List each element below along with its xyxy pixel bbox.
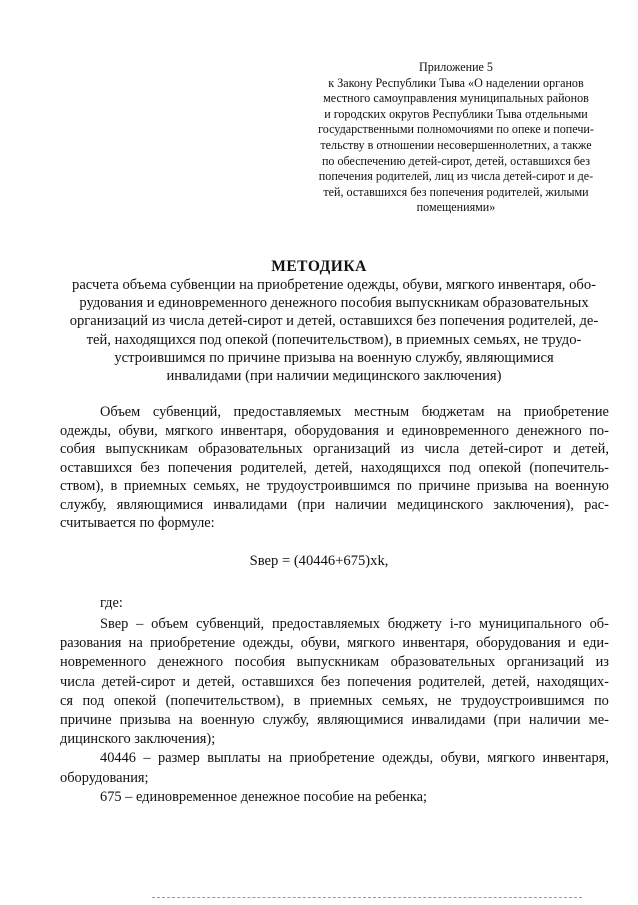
word: призыва (119, 712, 171, 729)
word: трудоустроившимся (460, 692, 585, 709)
text-line (60, 749, 609, 768)
word: оборудования (476, 635, 561, 652)
word: рас- (584, 496, 609, 513)
word: инвалидами (411, 712, 486, 729)
word: и (182, 673, 191, 690)
word: из (595, 654, 609, 671)
annex-line: к Закону Республики Тыва «О наделении органов (328, 75, 584, 90)
word: ством), (60, 478, 104, 494)
word: причине (418, 478, 471, 494)
text-line (60, 711, 609, 730)
annex-line: тей, оставшихся без попечения родителей, жилыми (323, 184, 589, 199)
word: мягкого (347, 635, 396, 652)
body-paragraph (60, 403, 609, 533)
word: – (143, 750, 151, 767)
word: оборудования (294, 422, 379, 439)
word: единовременного (401, 422, 509, 439)
justified-words (60, 496, 609, 515)
word: попечения (347, 673, 412, 690)
word: ся (60, 692, 74, 709)
word: организаций (313, 441, 391, 457)
text-line (60, 440, 609, 459)
word: детей, (197, 673, 235, 690)
word: инвалидами (213, 496, 288, 513)
annex-line: и городских округов Республики Тыва отдельными (324, 106, 588, 121)
word: – (136, 616, 144, 632)
word: попечения (167, 459, 233, 476)
document-title: МЕТОДИКА (271, 258, 367, 275)
word: (при (493, 712, 521, 729)
word: из (400, 441, 415, 457)
word: на (534, 478, 549, 494)
text-line: считывается по формуле: (60, 515, 215, 531)
word: заключения), (493, 496, 574, 513)
justified-words (60, 477, 609, 496)
word: образовательных (198, 441, 303, 457)
justified-words (100, 749, 609, 768)
word: числа (424, 441, 460, 457)
word: обуви, (300, 635, 341, 652)
word: (попечительством), (165, 692, 285, 709)
text-line (60, 496, 609, 515)
word: детей, (571, 441, 609, 457)
justified-words (60, 673, 609, 692)
word: призыва (476, 478, 528, 494)
text-line (60, 673, 609, 692)
subtitle-line: рудования и единовременного денежного пособия выпускникам образовательных (79, 295, 589, 312)
word: в (110, 478, 118, 494)
word: денежного (157, 654, 224, 671)
word: являющимися (116, 496, 204, 513)
word: денежного (516, 422, 582, 439)
word: службу, (60, 496, 107, 513)
word: военную (555, 478, 609, 494)
word: на (178, 712, 193, 729)
word: медицинского (397, 496, 484, 513)
annex-line: попечения родителей, лиц из числа детей-сирот и де- (318, 169, 594, 184)
word: без (320, 673, 341, 690)
justified-words (60, 711, 609, 730)
word: оставшихся (60, 459, 133, 476)
word: причине (60, 712, 112, 729)
word: находящих- (536, 673, 609, 690)
word: пособия (234, 654, 286, 671)
word: родителей, (240, 459, 307, 476)
word: под (448, 459, 471, 476)
word: предоставляемых (233, 404, 342, 420)
word: приемных (123, 478, 187, 494)
text-line: дицинского заключения); (60, 731, 216, 748)
word: по (593, 692, 609, 709)
word: детей, (314, 459, 353, 476)
word: выплаты (207, 750, 261, 767)
subtitle-line: тей, находящихся под опекой (попечительством), в приемных семьях, не трудо- (86, 331, 582, 348)
word: собия (60, 441, 96, 457)
annex-header (306, 60, 606, 216)
word: находящихся (360, 459, 441, 476)
word: обуви, (440, 750, 480, 767)
text-line (60, 634, 609, 653)
word: и (567, 635, 576, 652)
word: под (82, 692, 105, 709)
word: мягкого (165, 422, 214, 439)
word: и (553, 441, 561, 457)
formula: Sвер = (40446+675)xk, (249, 553, 389, 569)
justified-words (60, 634, 609, 653)
word: не (437, 692, 452, 709)
document-subtitle (60, 276, 608, 385)
word: опекой (113, 692, 157, 709)
word: детей-сирот (101, 673, 176, 690)
word: одежды, (382, 750, 434, 767)
annex-line: Приложение 5 (419, 60, 493, 74)
word: разования (60, 635, 122, 652)
word: выпускникам (105, 441, 188, 457)
word: предоставляемых (271, 616, 380, 632)
word: бюджету (387, 616, 442, 632)
word: мягкого (487, 750, 536, 767)
word: еди- (582, 635, 609, 652)
word: наличии (528, 712, 581, 729)
word: субвенций, (152, 404, 221, 420)
word: (попечитель- (529, 459, 609, 476)
word: бюджетам (421, 404, 485, 420)
word: без (140, 459, 160, 476)
subtitle-line: расчета объема субвенции на приобретение одежды, обуви, мягкого инвентаря, обо- (72, 277, 596, 293)
word: на (497, 404, 512, 420)
word: детей, (492, 673, 530, 690)
word: приобретение (523, 404, 609, 420)
word: семьях, (381, 692, 428, 709)
word: приобретение (289, 750, 375, 767)
text-line (60, 477, 609, 496)
text-line (60, 653, 609, 672)
word: приемных (309, 692, 373, 709)
word: по- (589, 422, 609, 439)
justified-words (60, 422, 609, 441)
word: опекой (478, 459, 522, 476)
word: субвенций, (196, 616, 265, 632)
word: не (245, 478, 261, 494)
justified-words (100, 403, 609, 422)
justified-words (60, 440, 609, 459)
word: Sвер (100, 616, 129, 632)
word: местным (354, 404, 410, 420)
word: инвентаря, (402, 635, 469, 652)
word: на (267, 750, 283, 767)
page-bottom-rule (152, 897, 582, 898)
word: семьях, (193, 478, 240, 494)
annex-line: по обеспечению детей-сирот, детей, оставшихся без (321, 153, 591, 168)
word: объем (151, 616, 189, 632)
word: числа (60, 673, 95, 690)
word: (при (297, 496, 325, 513)
annex-line: помещениями» (416, 200, 496, 215)
word: инвентаря, (542, 750, 609, 767)
word: выпускникам (296, 654, 380, 671)
subtitle-line: организаций из числа детей-сирот и детей, оставшихся без попечения родителей, де- (69, 313, 599, 330)
word: 40446 (100, 750, 136, 767)
word: организаций (506, 654, 584, 671)
justified-words (60, 459, 609, 478)
word: об- (589, 616, 609, 632)
text-line (60, 459, 609, 478)
word: по (396, 478, 412, 494)
word: родителей, (418, 673, 486, 690)
definitions (60, 615, 609, 807)
text-line (60, 403, 609, 422)
annex-line: тельству в отношении несовершеннолетних, а также (320, 137, 592, 152)
subtitle-line: устроившимся по причине призыва на военную службу, являющимися (114, 349, 554, 366)
word: службу, (262, 712, 310, 729)
word: обуви, (118, 422, 158, 439)
word: одежды, (242, 635, 294, 652)
text-line (60, 615, 609, 634)
justified-words (100, 615, 609, 634)
word: детей-сирот (469, 441, 543, 457)
word: и (386, 422, 395, 439)
annex-line: государственными полномочиями по опеке и попечи- (318, 122, 594, 137)
word: размер (158, 750, 200, 767)
text-line: 675 – единовременное денежное пособие на ребенка; (100, 788, 428, 805)
annex-line: местного самоуправления муниципальных районов (323, 91, 589, 106)
justified-words (60, 692, 609, 711)
where-label: где: (100, 595, 123, 611)
word: i-го (449, 616, 472, 632)
word: муниципального (479, 616, 582, 632)
text-line: оборудования; (60, 769, 149, 786)
word: Объем (100, 404, 141, 420)
word: приобретение (150, 635, 236, 652)
word: одежды, (60, 422, 112, 439)
word: инвентаря, (220, 422, 287, 439)
word: ме- (588, 712, 609, 729)
justified-words (60, 653, 609, 672)
word: образовательных (390, 654, 496, 671)
word: в (293, 692, 301, 709)
word: наличии (335, 496, 387, 513)
word: военную (200, 712, 255, 729)
subtitle-line: инвалидами (при наличии медицинского заключения) (166, 368, 502, 385)
word: новременного (60, 654, 147, 671)
word: являющимися (317, 712, 404, 729)
text-line (60, 422, 609, 441)
word: оставшихся (241, 673, 314, 690)
text-line (60, 692, 609, 711)
word: на (128, 635, 143, 652)
word: трудоустроившимся (266, 478, 391, 494)
